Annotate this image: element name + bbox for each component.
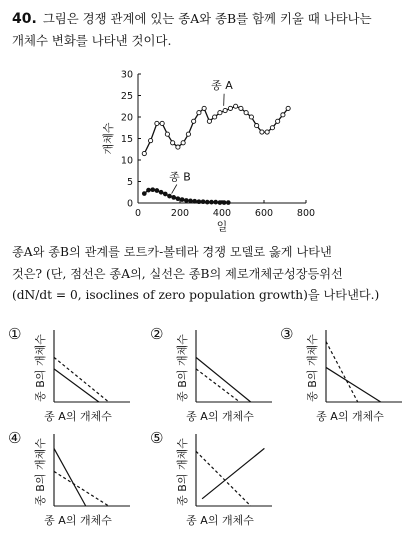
species-a-point — [286, 106, 290, 110]
option-number: ④ — [8, 429, 21, 447]
y-tick-label: 20 — [121, 113, 133, 124]
option-y-label: 종 B의 개체수 — [33, 438, 47, 506]
option-x-label: 종 A의 개체수 — [316, 409, 384, 423]
species-a-point — [207, 119, 211, 123]
isocline-species-b-solid — [54, 448, 86, 506]
x-tick-label: 400 — [213, 208, 231, 219]
body-line-1: 종A와 종B의 관계를 로트카-볼테라 경쟁 모델로 옳게 나타낸 — [12, 242, 404, 264]
species-a-point — [165, 132, 169, 136]
species-a-point — [197, 111, 201, 115]
isocline-species-b-solid — [326, 367, 381, 402]
option-graph — [4, 324, 134, 428]
isocline-species-a-dashed — [54, 471, 109, 506]
option-number: ② — [150, 325, 163, 343]
species-a-point — [149, 139, 153, 143]
species-a-point — [223, 108, 227, 112]
species-a-point — [260, 130, 264, 134]
species-b-point — [189, 199, 193, 203]
species-a-point — [239, 106, 243, 110]
body-line-2: 것은? (단, 점선은 종A의, 실선은 종B의 제로개체군성장등위선 — [12, 264, 404, 286]
option-number: ① — [8, 325, 21, 343]
option-y-label: 종 B의 개체수 — [175, 334, 189, 402]
species-a-point — [176, 145, 180, 149]
species-a-point — [249, 115, 253, 119]
species-a-point — [228, 106, 232, 110]
species-a-point — [181, 141, 185, 145]
species-b-point — [184, 199, 188, 203]
species-b-point — [226, 201, 230, 205]
species-b-point — [180, 198, 184, 202]
species-b-point — [151, 188, 155, 192]
option-y-label: 종 B의 개체수 — [33, 334, 47, 402]
y-tick-label: 0 — [127, 199, 133, 210]
species-a-point — [171, 141, 175, 145]
option-graph — [146, 428, 276, 532]
y-tick-label: 30 — [121, 70, 133, 81]
stem-line-1: 그림은 경쟁 관계에 있는 종A와 종B를 함께 키울 때 나타나는 — [43, 11, 372, 26]
option-graph — [146, 324, 276, 428]
option-x-label: 종 A의 개체수 — [44, 409, 112, 423]
answer-option-1[interactable] — [4, 324, 134, 432]
option-x-label: 종 A의 개체수 — [44, 513, 112, 527]
y-tick-label: 5 — [127, 177, 133, 188]
species-b-point — [147, 188, 151, 192]
species-b-point — [205, 200, 209, 204]
species-a-point — [255, 124, 259, 128]
species-b-point — [222, 201, 226, 205]
option-y-label: 종 B의 개체수 — [175, 438, 189, 506]
species-b-point — [155, 189, 159, 193]
species-b-point — [210, 200, 214, 204]
species-a-point — [270, 126, 274, 130]
species-a-point — [186, 132, 190, 136]
y-tick-label: 25 — [121, 91, 133, 102]
x-tick-label: 800 — [297, 208, 315, 219]
body-line-3: (dN/dt = 0, isoclines of zero population growth)을 나타낸다.) — [12, 285, 404, 307]
species-b-point — [176, 197, 180, 201]
option-y-label: 종 B의 개체수 — [305, 334, 319, 402]
stem-line-2: 개체수 변화를 나타낸 것이다. — [12, 33, 171, 48]
species-a-point — [265, 130, 269, 134]
species-b-point — [142, 192, 146, 196]
species-b-point — [218, 201, 222, 205]
species-b-point — [172, 196, 176, 200]
species-b-point — [163, 192, 167, 196]
option-graph — [4, 428, 134, 532]
species-b-label: 종 B — [169, 171, 191, 184]
question-body — [12, 242, 404, 307]
species-b-pointer — [172, 185, 177, 194]
option-number: ③ — [280, 325, 293, 343]
species-a-point — [281, 113, 285, 117]
y-axis-label: 개체수 — [101, 122, 115, 154]
answer-option-4[interactable] — [4, 428, 134, 536]
isocline-species-b-solid — [196, 357, 251, 402]
species-b-point — [214, 200, 218, 204]
answer-option-2[interactable] — [146, 324, 276, 432]
species-b-point — [193, 199, 197, 203]
species-a-point — [202, 106, 206, 110]
species-a-label: 종 A — [211, 79, 233, 92]
species-a-point — [142, 151, 146, 155]
isocline-species-b-solid — [54, 369, 99, 402]
species-a-point — [213, 115, 217, 119]
species-a-point — [192, 119, 196, 123]
species-a-point — [155, 121, 159, 125]
species-b-point — [201, 200, 205, 204]
isocline-species-a-dashed — [54, 357, 109, 402]
species-a-point — [234, 104, 238, 108]
option-x-label: 종 A의 개체수 — [186, 513, 254, 527]
option-graph — [276, 324, 406, 428]
isocline-species-b-solid — [202, 448, 264, 498]
x-axis-label: 일 — [217, 219, 228, 233]
question-number: 40. — [12, 11, 37, 27]
x-tick-label: 0 — [135, 208, 141, 219]
species-a-point — [218, 111, 222, 115]
x-tick-label: 200 — [171, 208, 189, 219]
species-a-point — [244, 111, 248, 115]
x-tick-label: 600 — [255, 208, 273, 219]
y-tick-label: 10 — [121, 156, 133, 167]
species-b-point — [168, 194, 172, 198]
species-a-point — [160, 121, 164, 125]
isocline-species-a-dashed — [196, 369, 240, 402]
answer-option-3[interactable] — [276, 324, 406, 432]
option-number: ⑤ — [150, 429, 163, 447]
answer-option-5[interactable] — [146, 428, 276, 536]
isocline-species-a-dashed — [326, 342, 358, 402]
species-b-point — [159, 190, 163, 194]
species-b-point — [197, 200, 201, 204]
y-tick-label: 15 — [121, 134, 133, 145]
option-x-label: 종 A의 개체수 — [186, 409, 254, 423]
species-a-point — [276, 119, 280, 123]
